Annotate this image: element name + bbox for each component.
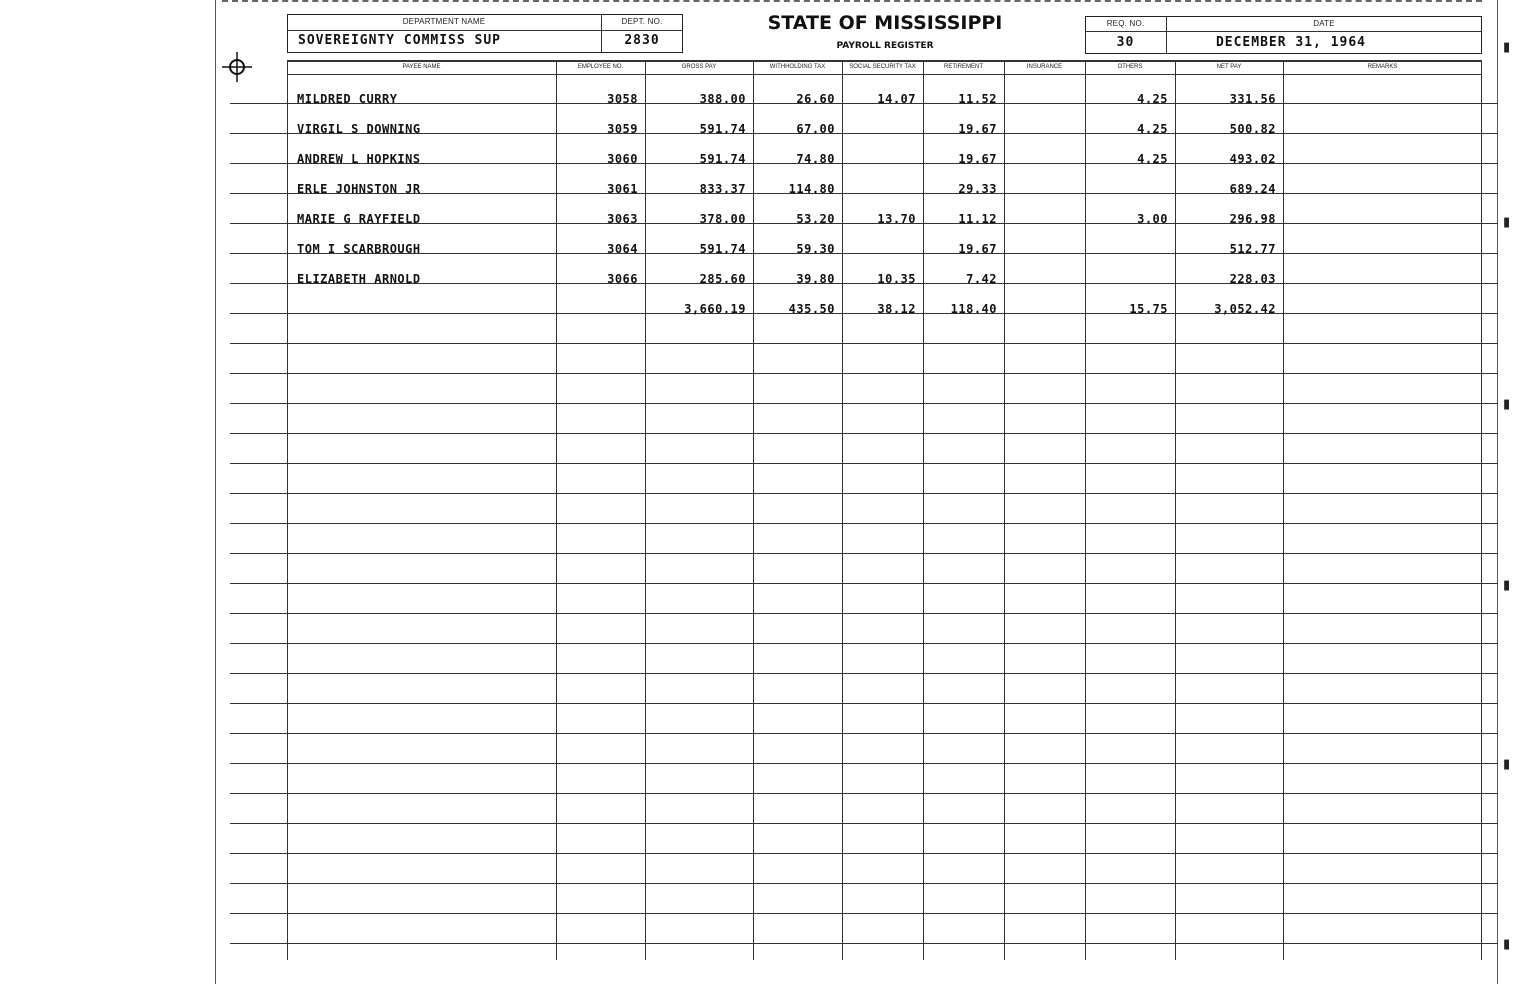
req-label-divider — [1085, 31, 1482, 32]
ruled-line — [230, 703, 1498, 704]
ruled-line — [230, 733, 1498, 734]
ruled-line — [230, 493, 1498, 494]
req-no-label: REQ. NO. — [1106, 19, 1145, 28]
net-pay: 493.02 — [1229, 152, 1276, 166]
payee-name: MILDRED CURRY — [297, 92, 398, 106]
retirement: 29.33 — [958, 182, 997, 196]
col-divider — [1283, 60, 1284, 960]
ruled-line — [230, 883, 1498, 884]
net-pay: 689.24 — [1229, 182, 1276, 196]
payee-name: ELIZABETH ARNOLD — [297, 272, 421, 286]
net-pay: 331.56 — [1229, 92, 1276, 106]
net-pay: 228.03 — [1229, 272, 1276, 286]
ruled-line — [230, 613, 1498, 614]
total-withholding-tax: 435.50 — [788, 302, 835, 316]
retirement: 19.67 — [958, 122, 997, 136]
withholding-tax: 67.00 — [796, 122, 835, 136]
employee-no: 3063 — [607, 212, 638, 226]
margin-mark-icon: ▮ — [1503, 40, 1511, 55]
ruled-line — [230, 853, 1498, 854]
total-social-security-tax: 38.12 — [877, 302, 916, 316]
col-header-remarks: REMARKS — [1367, 64, 1398, 70]
others: 4.25 — [1137, 152, 1168, 166]
total-gross-pay: 3,660.19 — [684, 302, 746, 316]
col-header-payee: PAYEE NAME — [402, 64, 441, 70]
employee-no: 3060 — [607, 152, 638, 166]
withholding-tax: 114.80 — [788, 182, 835, 196]
withholding-tax: 39.80 — [796, 272, 835, 286]
dept-no: 2830 — [624, 33, 660, 48]
payee-name: MARIE G RAYFIELD — [297, 212, 421, 226]
ruled-line — [230, 673, 1498, 674]
total-others: 15.75 — [1129, 302, 1168, 316]
date-value: DECEMBER 31, 1964 — [1215, 35, 1366, 50]
employee-no: 3061 — [607, 182, 638, 196]
employee-no: 3066 — [607, 272, 638, 286]
retirement: 19.67 — [958, 242, 997, 256]
retirement: 11.12 — [958, 212, 997, 226]
withholding-tax: 74.80 — [796, 152, 835, 166]
col-divider — [287, 60, 288, 960]
others: 4.25 — [1137, 92, 1168, 106]
col-header-employee-no: EMPLOYEE NO. — [577, 64, 624, 70]
gross-pay: 388.00 — [699, 92, 746, 106]
dept-label-divider — [287, 30, 683, 31]
net-pay: 512.77 — [1229, 242, 1276, 256]
form-title: STATE OF MISSISSIPPI — [767, 12, 1003, 34]
ruled-line — [230, 403, 1498, 404]
col-header-social-security: SOCIAL SECURITY TAX — [849, 64, 916, 70]
employee-no: 3064 — [607, 242, 638, 256]
page-left-edge — [215, 0, 216, 984]
net-pay: 296.98 — [1229, 212, 1276, 226]
margin-mark-icon: ▮ — [1503, 215, 1511, 230]
gross-pay: 833.37 — [699, 182, 746, 196]
total-retirement: 118.40 — [950, 302, 997, 316]
gross-pay: 285.60 — [699, 272, 746, 286]
withholding-tax: 53.20 — [796, 212, 835, 226]
margin-mark-icon: ▮ — [1503, 397, 1511, 412]
ruled-line — [230, 583, 1498, 584]
total-net-pay: 3,052.42 — [1214, 302, 1276, 316]
col-divider — [842, 60, 843, 960]
payee-name: ERLE JOHNSTON JR — [297, 182, 421, 196]
gross-pay: 591.74 — [699, 242, 746, 256]
department-name: SOVEREIGNTY COMMISS SUP — [298, 33, 502, 48]
col-header-net: NET PAY — [1216, 64, 1242, 70]
col-header-gross: GROSS PAY — [681, 64, 717, 70]
retirement: 7.42 — [966, 272, 997, 286]
gross-pay: 378.00 — [699, 212, 746, 226]
ruled-line — [230, 793, 1498, 794]
col-header-others: OTHERS — [1117, 64, 1143, 70]
gross-pay: 591.74 — [699, 152, 746, 166]
ruled-line — [230, 433, 1498, 434]
social-security-tax: 14.07 — [877, 92, 916, 106]
dept-no-label: DEPT. NO. — [621, 17, 663, 26]
col-header-insurance: INSURANCE — [1026, 64, 1063, 70]
social-security-tax: 13.70 — [877, 212, 916, 226]
ruled-line — [230, 523, 1498, 524]
col-divider — [1481, 60, 1482, 960]
withholding-tax: 26.60 — [796, 92, 835, 106]
ruled-line — [230, 343, 1498, 344]
payee-name: TOM I SCARBROUGH — [297, 242, 421, 256]
retirement: 11.52 — [958, 92, 997, 106]
net-pay: 500.82 — [1229, 122, 1276, 136]
withholding-tax: 59.30 — [796, 242, 835, 256]
payee-name: VIRGIL S DOWNING — [297, 122, 421, 136]
perforation-edge — [222, 0, 1482, 5]
payee-name: ANDREW L HOPKINS — [297, 152, 421, 166]
ruled-line — [230, 643, 1498, 644]
date-label: DATE — [1313, 19, 1335, 28]
ruled-line — [230, 943, 1498, 944]
ruled-line — [230, 463, 1498, 464]
social-security-tax: 10.35 — [877, 272, 916, 286]
ruled-line — [230, 763, 1498, 764]
col-divider — [1004, 60, 1005, 960]
others: 4.25 — [1137, 122, 1168, 136]
ruled-line — [230, 553, 1498, 554]
others: 3.00 — [1137, 212, 1168, 226]
registration-mark-icon — [222, 52, 252, 82]
retirement: 19.67 — [958, 152, 997, 166]
col-header-retirement: RETIREMENT — [944, 64, 983, 70]
employee-no: 3059 — [607, 122, 638, 136]
ruled-line — [230, 823, 1498, 824]
req-no: 30 — [1116, 35, 1135, 50]
form-subtitle: PAYROLL REGISTER — [836, 41, 934, 51]
ruled-line — [230, 373, 1498, 374]
department-name-label: DEPARTMENT NAME — [402, 17, 486, 26]
page-right-edge — [1497, 0, 1498, 984]
col-divider — [1085, 60, 1086, 960]
employee-no: 3058 — [607, 92, 638, 106]
gross-pay: 591.74 — [699, 122, 746, 136]
ruled-line — [230, 913, 1498, 914]
col-header-withholding: WITHHOLDING TAX — [769, 64, 826, 70]
margin-mark-icon: ▮ — [1503, 578, 1511, 593]
margin-mark-icon: ▮ — [1503, 937, 1511, 952]
table-header-border — [287, 74, 1482, 75]
margin-mark-icon: ▮ — [1503, 757, 1511, 772]
